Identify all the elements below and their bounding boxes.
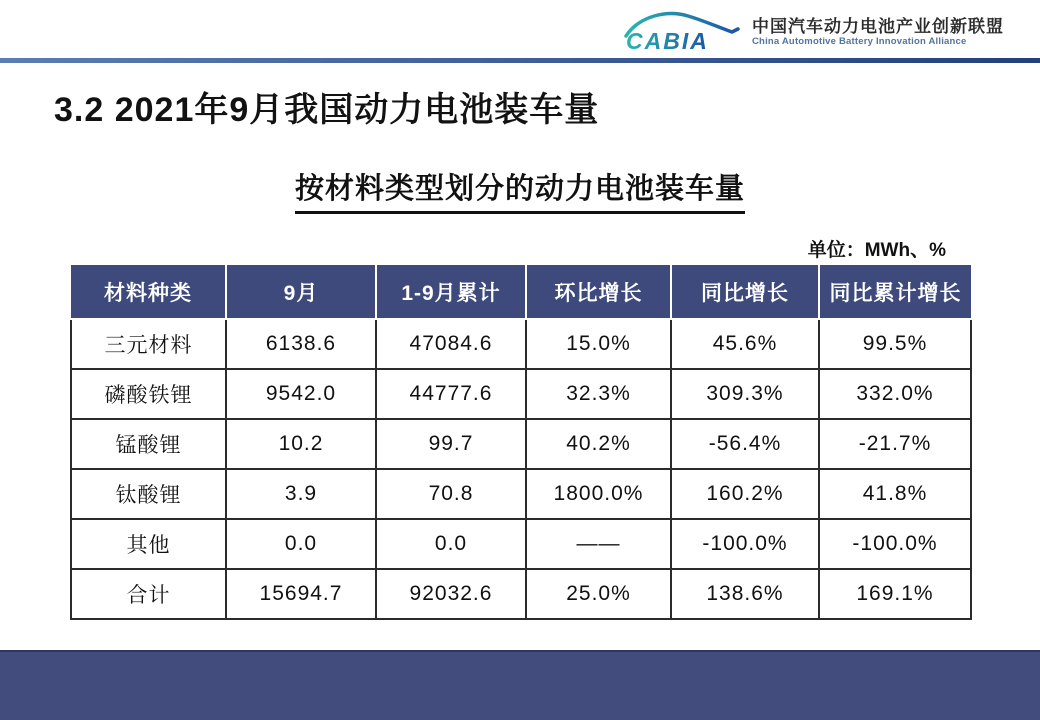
cell-cumulative: 0.0 xyxy=(376,519,526,569)
cell-yoy-cum-growth: 41.8% xyxy=(819,469,971,519)
column-header-cumulative: 1-9月累计 xyxy=(376,265,526,319)
cell-yoy-growth: 138.6% xyxy=(671,569,819,619)
cell-mom-growth: —— xyxy=(526,519,671,569)
cell-cumulative: 70.8 xyxy=(376,469,526,519)
cell-september: 10.2 xyxy=(226,419,376,469)
cell-mom-growth: 1800.0% xyxy=(526,469,671,519)
cell-material: 合计 xyxy=(71,569,226,619)
cell-cumulative: 99.7 xyxy=(376,419,526,469)
cell-september: 9542.0 xyxy=(226,369,376,419)
cell-yoy-cum-growth: 169.1% xyxy=(819,569,971,619)
table-title: 按材料类型划分的动力电池装车量 xyxy=(295,166,745,214)
cell-yoy-growth: 309.3% xyxy=(671,369,819,419)
cabia-logo-icon xyxy=(622,7,740,58)
brand-names xyxy=(752,17,1004,47)
cell-mom-growth: 25.0% xyxy=(526,569,671,619)
cell-mom-growth: 40.2% xyxy=(526,419,671,469)
cell-september: 6138.6 xyxy=(226,319,376,369)
cell-cumulative: 92032.6 xyxy=(376,569,526,619)
table-row-ternary xyxy=(71,319,971,369)
table-row-lto xyxy=(71,469,971,519)
cell-yoy-cum-growth: 332.0% xyxy=(819,369,971,419)
cell-material: 三元材料 xyxy=(71,319,226,369)
cell-mom-growth: 32.3% xyxy=(526,369,671,419)
table-row-lfp xyxy=(71,369,971,419)
section-title: 3.2 2021年9月我国动力电池装车量 xyxy=(54,91,600,129)
cell-yoy-cum-growth: 99.5% xyxy=(819,319,971,369)
cell-material: 磷酸铁锂 xyxy=(71,369,226,419)
table-row-other xyxy=(71,519,971,569)
cell-september: 0.0 xyxy=(226,519,376,569)
top-bar xyxy=(0,0,1040,58)
column-header-yoy-cum-growth: 同比累计增长 xyxy=(819,265,971,319)
cell-yoy-cum-growth: -100.0% xyxy=(819,519,971,569)
column-header-yoy-growth: 同比增长 xyxy=(671,265,819,319)
cell-cumulative: 47084.6 xyxy=(376,319,526,369)
table-row-total xyxy=(71,569,971,619)
header-divider-line xyxy=(0,58,1040,63)
cell-cumulative: 44777.6 xyxy=(376,369,526,419)
org-name-cn: 中国汽车动力电池产业创新联盟 xyxy=(752,17,1004,37)
cell-yoy-cum-growth: -21.7% xyxy=(819,419,971,469)
cell-material: 钛酸锂 xyxy=(71,469,226,519)
svg-text:CABIA: CABIA xyxy=(626,28,709,53)
cell-september: 3.9 xyxy=(226,469,376,519)
column-header-material: 材料种类 xyxy=(71,265,226,319)
table-title-wrap xyxy=(0,166,1040,214)
material-battery-table xyxy=(70,265,972,620)
brand-logo xyxy=(622,7,1004,58)
cell-september: 15694.7 xyxy=(226,569,376,619)
cell-material: 其他 xyxy=(71,519,226,569)
cell-yoy-growth: 160.2% xyxy=(671,469,819,519)
cell-yoy-growth: -100.0% xyxy=(671,519,819,569)
header-row xyxy=(71,265,971,319)
column-header-september: 9月 xyxy=(226,265,376,319)
cell-mom-growth: 15.0% xyxy=(526,319,671,369)
footer-band xyxy=(0,650,1040,720)
column-header-mom-growth: 环比增长 xyxy=(526,265,671,319)
cell-yoy-growth: 45.6% xyxy=(671,319,819,369)
org-name-en: China Automotive Battery Innovation Alliance xyxy=(752,35,967,47)
cell-material: 锰酸锂 xyxy=(71,419,226,469)
table-row-lmo xyxy=(71,419,971,469)
cell-yoy-growth: -56.4% xyxy=(671,419,819,469)
unit-label: 单位：MWh、% xyxy=(807,240,946,261)
